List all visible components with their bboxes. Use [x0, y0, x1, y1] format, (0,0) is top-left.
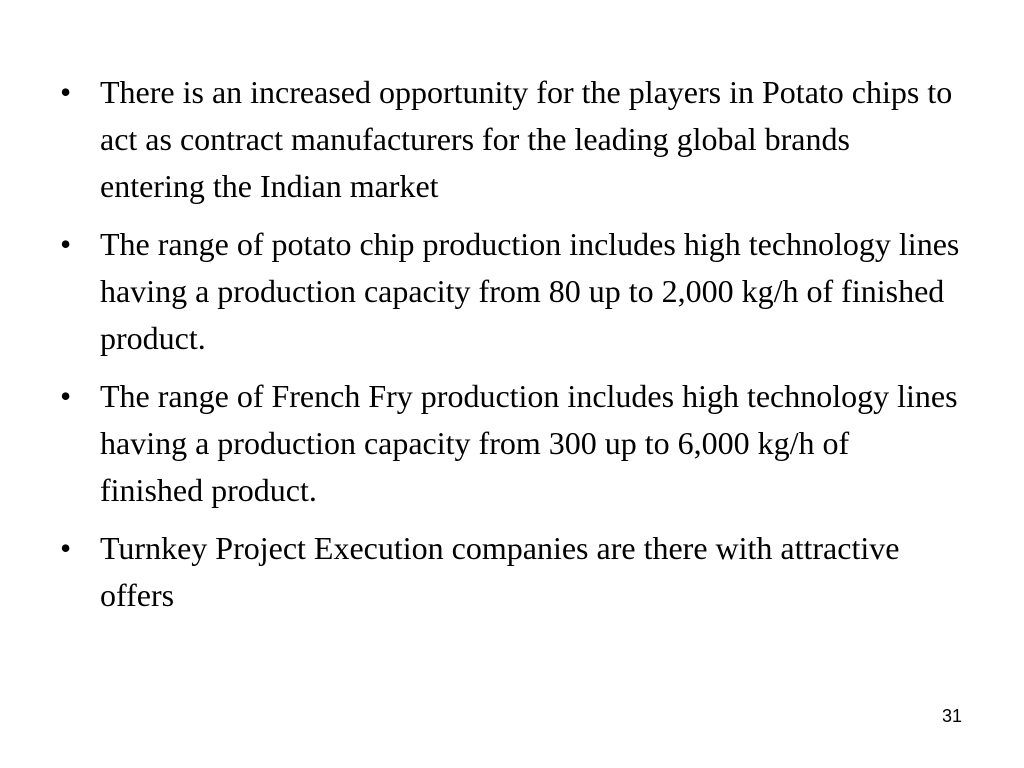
bullet-text: Turnkey Project Execution companies are there with attractive offers [100, 530, 900, 613]
bullet-item [60, 373, 960, 514]
bullet-list [60, 69, 960, 630]
bullet-text: There is an increased opportunity for the players in Potato chips to act as contract manufacturers for the leading global brands entering the Indian market [100, 74, 953, 204]
page-number: 31 [941, 706, 962, 726]
bullet-marker: • [60, 530, 72, 566]
bullet-item [60, 69, 960, 210]
bullet-item [60, 525, 960, 619]
bullet-text: The range of potato chip production includes high technology lines having a production capacity from 80 up to 2,000 kg/h of finished product. [100, 226, 960, 356]
bullet-item [60, 221, 960, 362]
bullet-marker: • [60, 226, 72, 262]
bullet-text: The range of French Fry production includes high technology lines having a production capacity from 300 up to 6,000 kg/h of finished product. [100, 378, 958, 508]
bullet-marker: • [60, 378, 72, 414]
bullet-marker: • [60, 74, 72, 110]
